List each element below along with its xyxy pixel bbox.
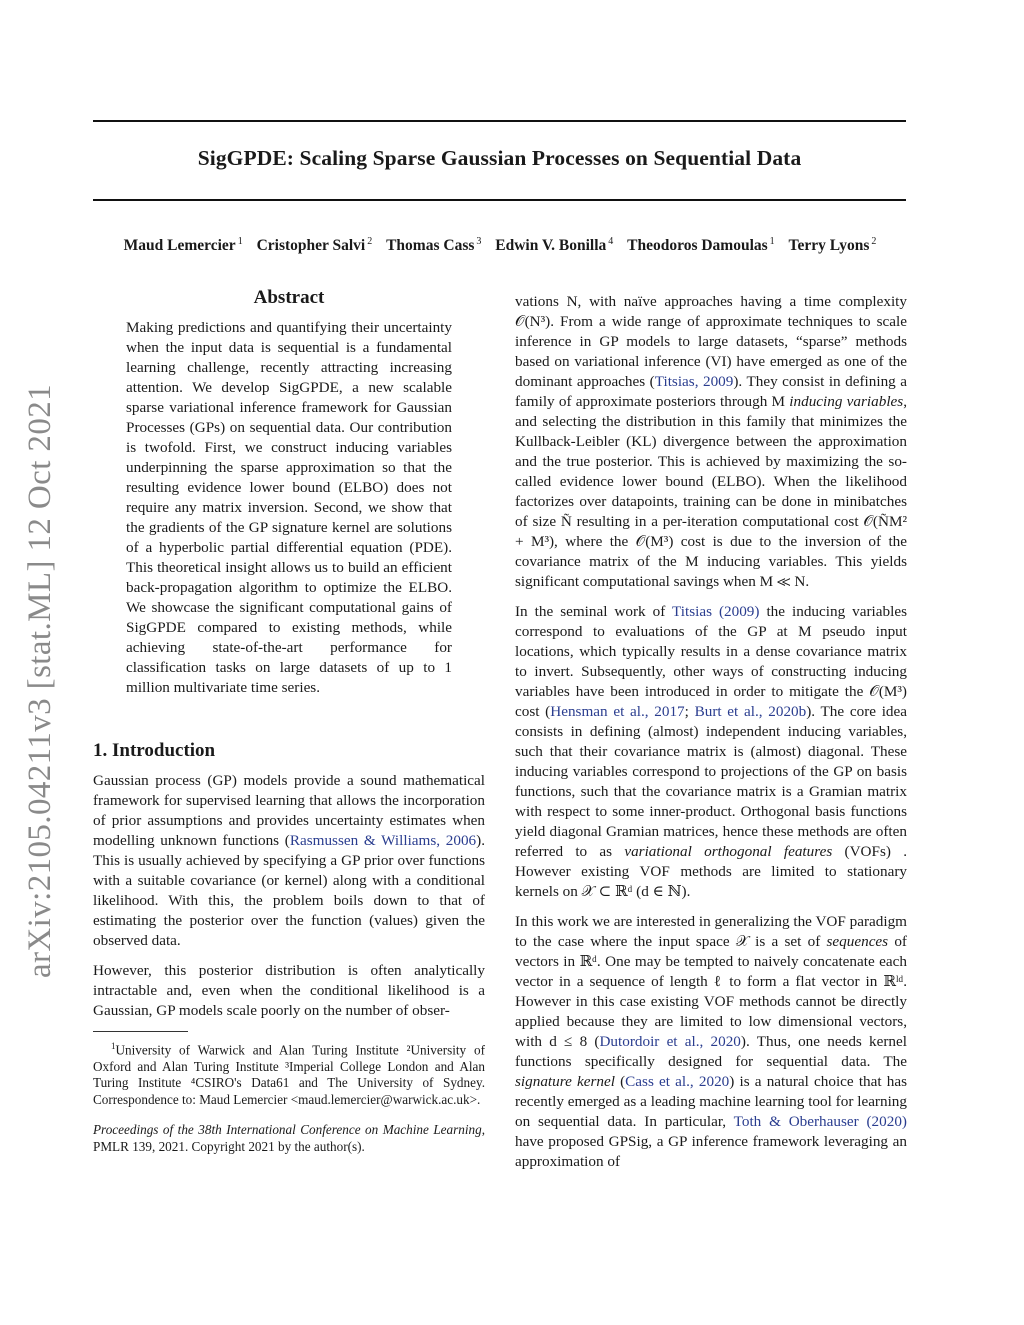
abstract-heading: Abstract — [253, 287, 325, 308]
body-paragraph-2: In the seminal work of Titsias (2009) the inducing variables correspond to evaluations of the GP at M pseudo input locations, which typically results in a dense covariance matrix to invert. Subsequently, other ways of constructing inducing variables have been introduced in order to mitigate the 𝒪(M³) cost (Hensman et al., 2017; Burt et al., 2020b). The core idea consists in defining (almost) independent inducing variables, such that their covariance matrix is (almost) diagonal. These inducing variables correspond to projections of the GP on basis functions, such that the covariance matrix is a Gramian matrix with respect to some inner-product. Orthogonal basis functions yield diagonal Gramian matrices, hence these methods are often referred to as variational orthogonal features (VOFs) . However existing VOF methods are limited to stationary kernels on 𝒳 ⊂ ℝᵈ (d ∈ ℕ). — [515, 603, 907, 900]
arxiv-stamp: arXiv:2105.04211v3 [stat.ML] 12 Oct 2021 — [22, 383, 58, 978]
right-column — [515, 292, 907, 1182]
author: Edwin V. Bonilla $^4$ — [495, 236, 614, 254]
intro-paragraph-2: However, this posterior distribution is often analytically intractable and, even when the conditional likelihood is a Gaussian, GP models scale poorly on the number of obser- — [93, 962, 485, 1019]
citation-link[interactable]: Toth & Oberhauser (2020) — [733, 1113, 907, 1130]
title-rule-top — [93, 120, 906, 122]
body-paragraph-3: In this work we are interested in generalizing the VOF paradigm to the case where the input space 𝒳 is a set of sequences of vectors in ℝᵈ. One may be tempted to naively concatenate each vector in a sequence of length ℓ to form a flat vector in ℝˡᵈ. However in this case existing VOF methods cannot be directly applied because they are limited to low dimensional vectors, with d ≤ 8 (Dutordoir et al., 2020). Thus, one needs kernel functions specifically designed for sequential data. The signature kernel (Cass et al., 2020) is a natural choice that has recently emerged as a leading machine learning tool for learning on sequential data. In particular, Toth & Oberhauser (2020) have proposed GPSig, a GP inference framework leveraging an approximation of — [515, 913, 908, 1170]
author: Terry Lyons $^2$ — [788, 236, 877, 254]
author: Cristopher Salvi $^2$ — [256, 236, 373, 254]
title-rule-bottom — [93, 199, 906, 201]
affiliation-footnote: $^1$University of Warwick and Alan Turing Institute ²University of Oxford and Alan Turing Institute ³Imperial College London and Alan Turing Institute ⁴CSIRO's Data61 and The University of Sydney. Correspondence to: Maud Lemercier <maud.lemercier@warwick.ac.uk>. — [93, 1041, 485, 1107]
body-paragraph-1: vations N, with naïve approaches having a time complexity 𝒪(N³). From a wide range of approximate techniques to scale inference in GP models to large datasets, “sparse” methods based on variational inference (VI) have emerged as one of the dominant approaches (Titsias, 2009). They consist in defining a family of approximate posteriors through M inducing variables, and selecting the distribution in this family that minimizes the Kullback-Leibler (KL) divergence between the approximation and the true posterior. This is achieved by maximizing the so-called evidence lower bound (ELBO). When the likelihood factorizes over datapoints, training can be done in minibatches of size Ñ resulting in a per-iteration computational cost 𝒪(ÑM² + M³), where the 𝒪(M³) cost is due to the inversion of the covariance matrix of the M inducing variables. This yields significant computational savings when M ≪ N. — [515, 293, 908, 590]
footnote-rule — [93, 1031, 188, 1032]
section-heading-introduction: 1. Introduction — [93, 740, 216, 761]
abstract-text: Making predictions and quantifying their uncertainty when the input data is sequential is a fundamental learning challenge, recently attracting increasing attention. We develop SigGPDE, a new scalable sparse variational inference framework for Gaussian Processes (GPs) on sequential data. Our contribution is twofold. First, we construct inducing variables underpinning the sparse approximation so that the resulting evidence lower bound (ELBO) does not require any matrix inversion. Second, we show that the gradients of the GP signature kernel are solutions of a hyperbolic partial differential equation (PDE). This theoretical insight allows us to build an efficient back-propagation algorithm to optimize the ELBO. We showcase the significant computational gains of SigGPDE compared to existing methods, while achieving state-of-the-art performance for classification tasks on large datasets of up to 1 million multivariate time series. — [126, 319, 452, 696]
author: Thomas Cass $^3$ — [386, 236, 482, 254]
citation-link[interactable]: Rasmussen & Williams, 2006 — [289, 832, 477, 849]
citation-link[interactable]: Cass et al., 2020 — [625, 1073, 730, 1090]
paper-title: SigGPDE: Scaling Sparse Gaussian Processes on Sequential Data — [197, 146, 802, 170]
author: Maud Lemercier $^1$ — [123, 236, 243, 254]
author-list — [60, 236, 940, 255]
author: Theodoros Damoulas $^1$ — [627, 236, 775, 254]
citation-link[interactable]: Burt et al., 2020b — [694, 703, 807, 720]
intro-paragraph-1: Gaussian process (GP) models provide a sound mathematical framework for supervised learning that allows the incorporation of prior assumptions and provides uncertainty estimates when modelling unknown functions (Rasmussen & Williams, 2006). This is usually achieved by specifying a GP prior over functions with a suitable covariance (or kernel) along with a conditional likelihood. With this, the problem boils down to that of estimating the posterior over the function (values) given the observed data. — [93, 772, 485, 949]
left-column — [93, 288, 485, 1155]
abstract-body — [126, 318, 452, 698]
proceedings-note: Proceedings of the 38th International Conference on Machine Learning, PMLR 139, 2021. Copyright 2021 by the author(s). — [93, 1122, 485, 1154]
citation-link[interactable]: Titsias (2009) — [672, 603, 760, 620]
citation-link[interactable]: Hensman et al., 2017 — [550, 703, 685, 720]
citation-link[interactable]: Dutordoir et al., 2020 — [599, 1033, 741, 1050]
citation-link[interactable]: Titsias, 2009 — [654, 373, 734, 390]
